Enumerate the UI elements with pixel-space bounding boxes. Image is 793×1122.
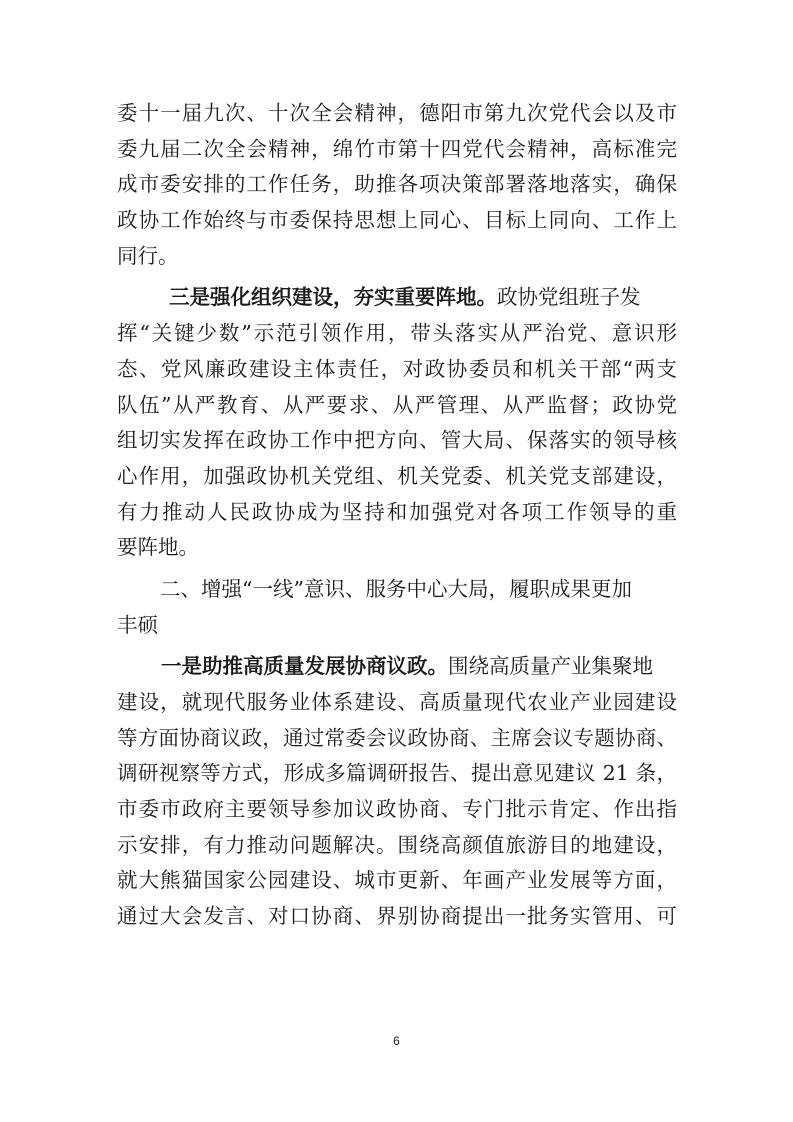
- text-line: 要阵地。: [117, 535, 199, 560]
- text-line: 建设，就现代服务业体系建设、高质量现代农业产业园建设: [117, 690, 677, 714]
- paragraph-lead-rest: 围绕高质量产业集聚地: [448, 654, 653, 679]
- text-line: 同行。: [117, 243, 179, 268]
- text-line: 组切实发挥在政协工作中把方向、管大局、保落实的领导核: [117, 428, 677, 453]
- body-text: [117, 96, 677, 935]
- text-line: 心作用，加强政协机关党组、机关党委、机关党支部建设，: [117, 463, 677, 488]
- text-line: 有力推动人民政协成为坚持和加强党对各项工作领导的重: [117, 499, 677, 524]
- section-heading: [117, 572, 677, 643]
- paragraph-organization: [117, 280, 677, 566]
- text-line: 委九届二次全会精神，绵竹市第十四党代会精神，高标准完: [117, 136, 677, 161]
- text-line: 成市委安排的工作任务，助推各项决策部署落地落实，确保: [117, 172, 677, 197]
- paragraph-continuation: [117, 96, 677, 274]
- text-line: 态、党风廉政建设主体责任，对政协委员和机关干部“两支: [117, 356, 677, 381]
- page-number: 6: [393, 1034, 400, 1048]
- text-line: 挥“关键少数”示范引领作用，带头落实从严治党、意识形: [117, 321, 677, 346]
- paragraph-lead: 三是强化组织建设，夯实重要阵地。: [169, 285, 497, 310]
- text-line: [117, 280, 677, 316]
- text-line: 委十一届九次、十次全会精神，德阳市第九次党代会以及市: [117, 101, 677, 125]
- text-line: 通过大会发言、对口协商、界别协商提出一批务实管用、可: [117, 904, 677, 929]
- paragraph-lead-rest: 政协党组班子发: [497, 285, 641, 310]
- text-line: 等方面协商议政，通过常委会议政协商、主席会议专题协商、: [117, 725, 677, 750]
- paragraph-lead: 一是助推高质量发展协商议政。: [161, 654, 448, 679]
- text-line: 队伍”从严教育、从严要求、从严管理、从严监督；政协党: [117, 392, 677, 417]
- text-line: 示安排，有力推动问题解决。围绕高颜值旅游目的地建设，: [117, 832, 677, 857]
- heading-line: 二、增强“一线”意识、服务中心大局，履职成果更加: [160, 576, 632, 601]
- heading-line: 丰硕: [117, 612, 158, 637]
- text-line: [117, 649, 677, 685]
- text-line: 就大熊猫国家公园建设、城市更新、年画产业发展等方面，: [117, 868, 677, 893]
- text-line: 市委市政府主要领导参加议政协商、专门批示肯定、作出指: [117, 797, 677, 822]
- text-line: 调研视察等方式，形成多篇调研报告、提出意见建议 21 条，: [117, 761, 677, 786]
- text-line: 政协工作始终与市委保持思想上同心、目标上同向、工作上: [117, 208, 677, 233]
- paragraph-consultation: [117, 649, 677, 935]
